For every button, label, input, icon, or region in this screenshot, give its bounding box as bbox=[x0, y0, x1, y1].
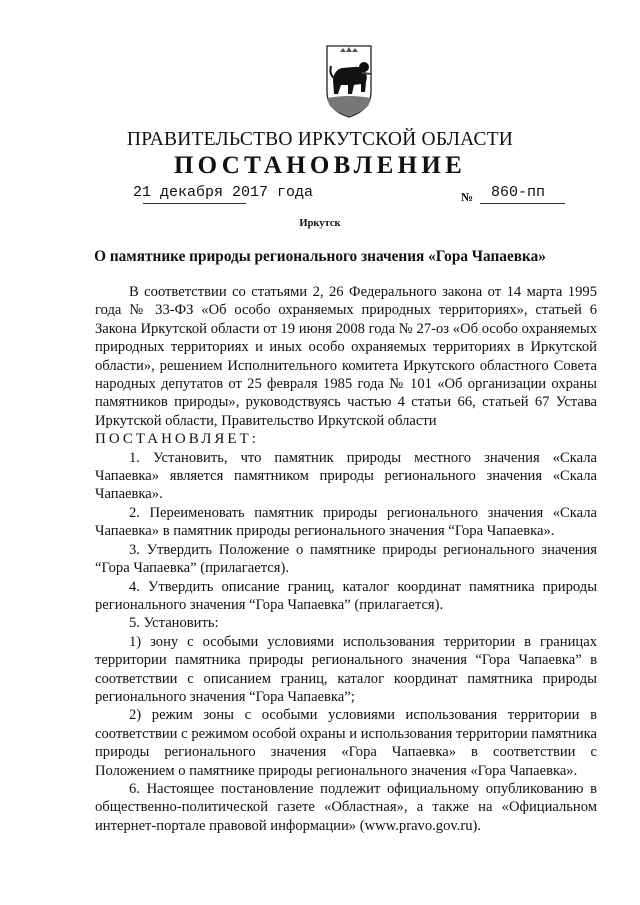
government-name: ПРАВИТЕЛЬСТВО ИРКУТСКОЙ ОБЛАСТИ bbox=[126, 129, 514, 150]
item-6: 6. Настоящее постановление подлежит официальному опубликованию в общественно-политической газете «Областная», а также на «Официальном интернет-портале правовой информации» (www.pravo.gov.ru). bbox=[95, 780, 597, 834]
date-underline bbox=[143, 203, 246, 204]
document-number: 860-пп bbox=[491, 184, 546, 201]
city: Иркутск bbox=[299, 218, 341, 229]
number-sign: № bbox=[461, 190, 474, 204]
item-5-2: 2) режим зоны с особыми условиями использования территории в соответствии с режимом особой охраны и использования территории памятника природы регионального значения «Гора Чапаевка» в соответствии с Положением о памятнике природы регионального значения «Гора Чапаевка». bbox=[95, 707, 597, 779]
document-title: О памятнике природы регионального значения «Гора Чапаевка» bbox=[94, 248, 546, 265]
item-5-1: 1) зону с особыми условиями использования территории в границах территории памятника природы регионального значения “Гора Чапаевка” в соответствии с описанием границ, каталог координат памятника природы регионального значения “Гора Чапаевка”; bbox=[95, 633, 597, 705]
item-4: 4. Утвердить описание границ, каталог координат памятника природы регионального значения “Гора Чапаевка” (прилагается). bbox=[95, 578, 597, 613]
resolves-heading: ПОСТАНОВЛЯЕТ: bbox=[95, 431, 259, 448]
document-type: ПОСТАНОВЛЕНИЕ bbox=[173, 152, 467, 179]
item-3: 3. Утвердить Положение о памятнике природы регионального значения “Гора Чапаевка” (прилагается). bbox=[95, 541, 597, 577]
coat-of-arms-icon bbox=[324, 40, 374, 120]
document-date: 21 декабря 2017 года bbox=[133, 184, 314, 201]
item-2: 2. Переименовать памятник природы регионального значения «Скала Чапаевка» в памятник природы регионального значения “Гора Чапаевка». bbox=[95, 504, 597, 540]
preamble: В соответствии со статьями 2, 26 Федерального закона от 14 марта 1995 года № 33-ФЗ «Об особо охраняемых природных территориях», статьей 6 Закона Иркутской области от 19 июня 2008 года № 27-оз «Об особо охраняемых природных территориях и иных особо охраняемых территориях в Иркутской области», решением Исполнительного комитета Иркутского областного Совета народных депутатов от 25 февраля 1985 года № 101 «Об организации охраны памятников природы», руководствуясь частью 4 статьи 66, статьей 67 Устава Иркутской области, Правительство Иркутской области bbox=[95, 284, 597, 429]
number-underline bbox=[480, 203, 565, 204]
item-5: 5. Установить: bbox=[129, 615, 219, 632]
document-body bbox=[95, 283, 597, 835]
item-1: 1. Установить, что памятник природы местного значения «Скала Чапаевка» является памятником природы регионального значения «Скала Чапаевка». bbox=[95, 449, 597, 503]
